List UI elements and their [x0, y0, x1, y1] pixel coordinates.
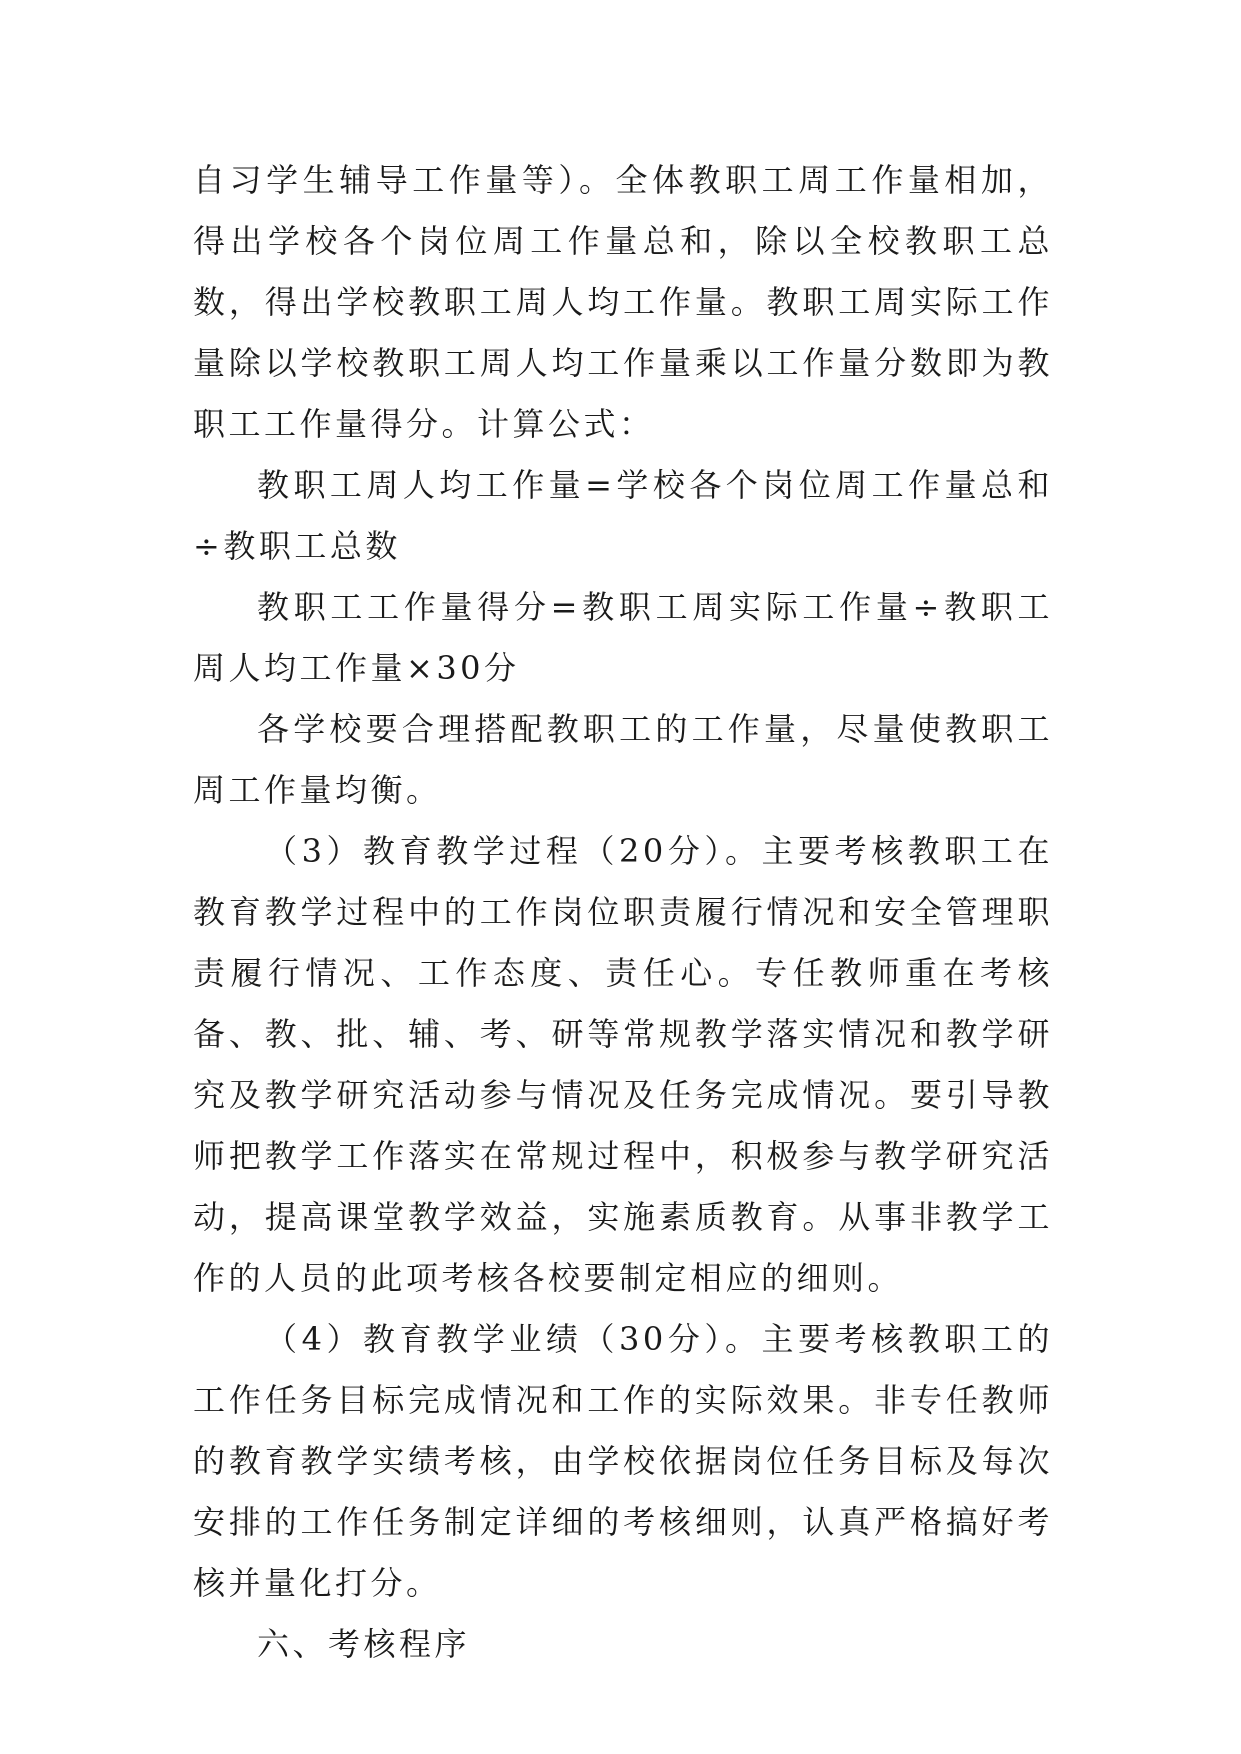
paragraph-teaching-process: （3）教育教学过程（20分）。主要考核教职工在教育教学过程中的工作岗位职责履行情况和安全管理职责履行情况、工作态度、责任心。专任教师重在考核备、教、批、辅、考、研等常规教学落实情况和教学研究及教学研究活动参与情况及任务完成情况。要引导教师把教学工作落实在常规过程中，积极参与教学研究活动，提高课堂教学效益，实施素质教育。从事非教学工作的人员的此项考核各校要制定相应的细则。	[193, 832, 1053, 1297]
paragraph-workload-balance: 各学校要合理搭配教职工的工作量，尽量使教职工周工作量均衡。	[193, 710, 1053, 809]
document-body	[193, 150, 1053, 1675]
paragraph-teaching-performance: （4）教育教学业绩（30分）。主要考核教职工的工作任务目标完成情况和工作的实际效果。非专任教师的教育教学实绩考核，由学校依据岗位任务目标及每次安排的工作任务制定详细的考核细则，认真严格搞好考核并量化打分。	[193, 1320, 1053, 1602]
paragraph-workload-calculation: 自习学生辅导工作量等）。全体教职工周工作量相加，得出学校各个岗位周工作量总和，除以全校教职工总数，得出学校教职工周人均工作量。教职工周实际工作量除以学校教职工周人均工作量乘以工作量分数即为教职工工作量得分。计算公式：	[193, 161, 1053, 443]
formula-workload-score: 教职工工作量得分=教职工周实际工作量÷教职工周人均工作量×30分	[193, 588, 1053, 687]
formula-average-workload: 教职工周人均工作量=学校各个岗位周工作量总和÷教职工总数	[193, 466, 1053, 565]
section-heading-assessment-procedure: 六、考核程序	[257, 1625, 471, 1663]
